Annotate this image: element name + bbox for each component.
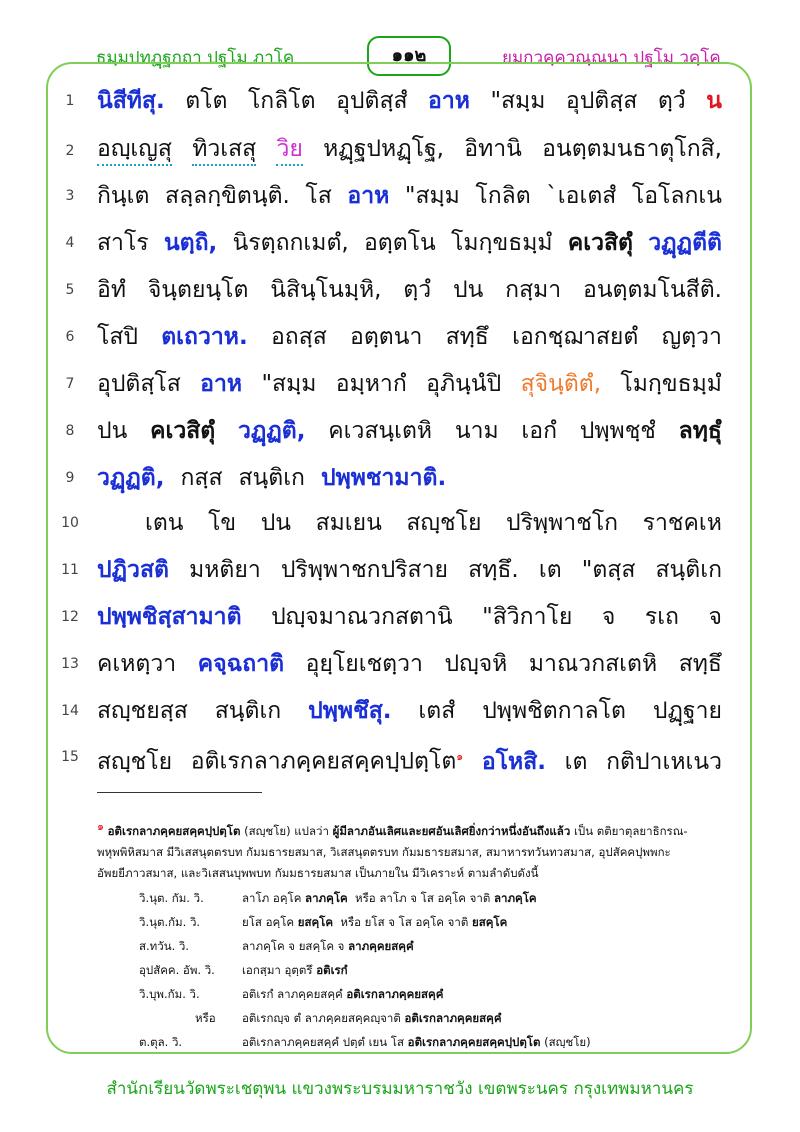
word: อาห xyxy=(200,371,243,397)
analysis-row xyxy=(97,886,717,910)
text-line-3 xyxy=(97,181,722,211)
word: เต xyxy=(538,557,562,583)
footer-institution: สำนักเรียนวัดพระเชตุพน แขวงพระบรมมหาราชวัง เขตพระนคร กรุงเทพมหานคร xyxy=(106,1079,694,1099)
analysis-label: วิ.บุพ.กัม. วิ. xyxy=(139,987,200,1001)
line-number: 10 xyxy=(61,515,79,531)
line-number: 15 xyxy=(61,749,79,765)
word: ตฺวํ xyxy=(657,88,686,114)
word: สทฺธึ xyxy=(445,324,489,350)
text-line-11 xyxy=(97,555,722,585)
text-line-7 xyxy=(97,369,722,399)
text-line-13 xyxy=(97,649,722,679)
line-number: 9 xyxy=(65,470,75,486)
word: เอกํ xyxy=(521,418,558,444)
word: ลทฺธุํ xyxy=(678,418,722,444)
word: ปฏฺฐาย xyxy=(652,698,722,724)
word: กสฺส xyxy=(180,465,223,491)
footnote-meaning: ผู้มีลาภอันเลิศและยศอันเลิศยิ่งกว่าหนึ่งอันถึงแล้ว xyxy=(332,823,571,838)
header-right-title: ยมกวคฺควณฺณนา ปฐโม วคฺโค xyxy=(502,48,721,68)
word: เต xyxy=(564,748,588,775)
footnote xyxy=(97,816,717,884)
word: เอกชฺฌาสยตํ xyxy=(512,324,639,350)
word: อตฺตนา xyxy=(350,324,423,350)
word: "สมฺม xyxy=(490,88,546,114)
word: อโหสิ. xyxy=(481,748,546,775)
word: มาณวกสเตหิ xyxy=(528,651,658,677)
analysis-text: ยโส อคฺโค ยสคฺโค หรือ ยโส จ โส อคฺโค จาติ ยสคฺโค xyxy=(242,915,508,929)
footnote-mark: ๑ xyxy=(97,820,104,833)
word: คเหตฺวา xyxy=(97,651,177,677)
word: จ xyxy=(601,604,616,630)
word: จินฺตยนฺโต xyxy=(147,277,249,303)
word: วฏฺฏตีติ xyxy=(648,230,722,256)
word-text: อติเรกลาภคฺคยสคฺคปฺปตฺโต xyxy=(190,748,457,775)
analysis-label: วิ.นุต. กัม. วิ. xyxy=(139,891,204,905)
word: วฏฺฏติ, xyxy=(97,465,165,491)
word: ปพฺพชามาติ. xyxy=(320,465,447,491)
word: อิทํ xyxy=(97,277,126,303)
word: หฏฺฐปหฏฺโฐ, xyxy=(323,136,444,162)
word: `เอเตสํ xyxy=(546,183,617,209)
word: มหติยา xyxy=(189,557,261,583)
word: "สิวิกาโย xyxy=(482,604,573,630)
analysis-text: อติเรกํ ลาภคฺคยสคฺคํ อติเรกลาภคฺคยสคฺคํ xyxy=(242,987,444,1001)
text-line-1 xyxy=(97,86,722,116)
word: สทฺธึ xyxy=(678,651,722,677)
text-line-15 xyxy=(97,742,722,777)
line-number: 6 xyxy=(65,329,75,345)
word: คเวสนฺเตหิ xyxy=(328,418,433,444)
word: ปพฺพชฺชํ xyxy=(579,418,656,444)
text-line-4 xyxy=(97,228,722,258)
word: สญฺชยสฺส xyxy=(97,698,188,724)
word: อนตฺตมโนสีติ. xyxy=(583,277,722,303)
analysis-label: ต.ตุล. วิ. xyxy=(139,1035,183,1049)
word: สุจินฺติตํ, xyxy=(520,371,602,397)
word: กติปาเหเนว xyxy=(606,748,722,775)
word: เตสํ xyxy=(418,698,456,724)
word: สลฺลกฺขิตนฺติ. xyxy=(165,183,290,209)
analysis-label: หรือ xyxy=(195,1011,216,1025)
word: สาโร xyxy=(97,230,149,256)
word: คจฺฉถาติ xyxy=(197,651,285,677)
line-number: 2 xyxy=(65,143,75,159)
line-number: 1 xyxy=(65,93,75,109)
word: ปญฺจหิ xyxy=(444,651,508,677)
line-number: 7 xyxy=(65,376,75,392)
word: ปญฺจมาณวกสตานิ xyxy=(271,604,453,630)
header-left-title: ธมฺมปทฏฺฐกถา ปฐโม ภาโค xyxy=(96,48,295,68)
word: สทฺธึ. xyxy=(468,557,519,583)
word: ญตฺวา xyxy=(661,324,722,350)
word: "สมฺม xyxy=(261,371,317,397)
word: นาม xyxy=(454,418,499,444)
word: โข xyxy=(208,510,237,536)
text-line-2 xyxy=(97,134,722,166)
word: น xyxy=(706,88,722,114)
analysis-text: เอกสฺมา อุตฺตรึ อติเรกํ xyxy=(242,963,348,977)
word: อาห xyxy=(428,88,470,114)
analysis-text: ลาโภ อคฺโค ลาภคฺโค หรือ ลาโภ จ โส อคฺโค จาติ ลาภคฺโค xyxy=(242,891,537,905)
word: ตเถวาห. xyxy=(161,324,248,350)
word: อมฺหากํ xyxy=(335,371,407,397)
word: อิทานิ xyxy=(464,136,522,162)
word: ทิวเสสุ xyxy=(192,134,256,166)
analysis-text: อติเรกลาภคฺคยสคฺคํ ปตฺตํ เยน โส อติเรกลาภคฺคยสคฺคปฺปตฺโต (สญฺชโย) xyxy=(242,1035,591,1049)
analysis-row xyxy=(97,910,717,934)
word: นิสินฺโนมฺหิ, xyxy=(270,277,382,303)
word: ราชคเห xyxy=(642,510,722,536)
analysis-text: ลาภคฺโค จ ยสคฺโค จ ลาภคฺคยสคฺคํ xyxy=(242,939,414,953)
text-line-9 xyxy=(97,463,446,493)
word: อญฺเญสุ xyxy=(97,134,172,166)
word: โสปิ xyxy=(97,324,138,350)
word: ปพฺพชิตกาลโต xyxy=(482,698,626,724)
word: โมกฺขธมฺมํ xyxy=(451,230,553,256)
word: สญฺชโย xyxy=(97,748,173,775)
text-line-12 xyxy=(97,602,722,632)
word: นตฺถิ, xyxy=(163,230,218,256)
word: ปพฺพชิสฺสามาติ xyxy=(97,604,242,630)
line-number: 12 xyxy=(61,609,79,625)
footnote-paren: (สญฺชโย) xyxy=(244,823,291,838)
word: นิรตฺถกเมตํ, xyxy=(232,230,349,256)
word: โกลิต xyxy=(475,183,531,209)
line-number: 4 xyxy=(65,235,75,251)
analysis-table xyxy=(97,886,717,1054)
word: กสฺมา xyxy=(505,277,562,303)
word: เตน xyxy=(145,510,184,536)
word: ตฺวํ xyxy=(403,277,432,303)
analysis-row xyxy=(97,1030,717,1054)
word: อุภินฺนํปิ xyxy=(426,371,502,397)
footnote-line-3: อัพยยีภาวสมาส, และวิเสสนบุพพบท กัมมธารยสมาส เป็นภายใน มีวิเคราะห์ ตามลำดับดังนี้ xyxy=(97,865,539,880)
word: รเถ xyxy=(644,604,679,630)
word: สนฺติเก xyxy=(214,698,282,724)
text-line-8 xyxy=(97,416,722,446)
word: อุปติสฺสํ xyxy=(336,88,408,114)
word: อตฺตโน xyxy=(363,230,436,256)
analysis-label: อุปสัคค. อัพ. วิ. xyxy=(139,963,215,977)
word: วฏฺฏติ, xyxy=(237,418,306,444)
word: วิย xyxy=(276,134,302,166)
footnote-term: อติเรกลาภคฺคยสคฺคปฺปตฺโต xyxy=(107,823,241,838)
word: นิสีทีสุ. xyxy=(97,88,165,114)
footnote-marker[interactable]: ๑ xyxy=(456,750,464,763)
word: โมกฺขธมฺมํ xyxy=(620,371,722,397)
text-line-6 xyxy=(97,322,722,352)
text-line-5 xyxy=(97,275,722,305)
word: ปน xyxy=(260,510,292,536)
word: โกลิโต xyxy=(247,88,316,114)
line-number: 11 xyxy=(61,562,79,578)
analysis-row xyxy=(97,982,717,1006)
word: อุปติสฺโส xyxy=(97,371,181,397)
analysis-row xyxy=(97,1006,717,1030)
word: สมเยน xyxy=(315,510,382,536)
word: อุปติสฺส xyxy=(565,88,638,114)
word: คเวสิตุํ xyxy=(150,418,216,444)
analysis-row xyxy=(97,958,717,982)
line-number: 8 xyxy=(65,423,75,439)
page-number: ๑๑๒ xyxy=(367,36,451,76)
line-number: 3 xyxy=(65,188,75,204)
word: กินฺเต xyxy=(97,183,150,209)
word: อุยฺโยเชตฺวา xyxy=(305,651,423,677)
word: สนฺติเก xyxy=(655,557,722,583)
analysis-label: ส.ทวัน. วิ. xyxy=(139,939,189,953)
line-number: 13 xyxy=(61,656,79,672)
word: อนตฺตมนธาตุโกสิ, xyxy=(542,136,722,162)
word: คเวสิตุํ xyxy=(567,230,633,256)
word: ปริพฺพาชกปริสาย xyxy=(280,557,448,583)
analysis-text: อติเรกญฺจ ตํ ลาภคฺคยสคฺคญฺจาติ อติเรกลาภคฺคยสคฺคํ xyxy=(242,1011,502,1025)
text-line-14 xyxy=(97,696,722,726)
word: อาห xyxy=(347,183,390,209)
footnote-meaning-pre: แปลว่า xyxy=(294,823,329,838)
word: ปพฺพชึสุ. xyxy=(308,698,392,724)
word: อถสฺส xyxy=(270,324,327,350)
analysis-row xyxy=(97,934,717,958)
line-number: 5 xyxy=(65,282,75,298)
word: สนฺติเก xyxy=(238,465,305,491)
word: "สมฺม xyxy=(404,183,460,209)
footnote-line-1 xyxy=(97,816,717,842)
word: ปฏิวสติ xyxy=(97,557,169,583)
footnote-divider xyxy=(97,792,262,793)
footnote-desc: เป็น ตติยาตุลยาธิกรณ- xyxy=(573,823,688,838)
word: ปริพฺพาชโก xyxy=(506,510,619,536)
text-line-10 xyxy=(145,508,722,538)
word xyxy=(191,742,464,777)
word: จ xyxy=(708,604,722,630)
footnote-line-2: พหุพพิหิสมาส มีวิเสสนุตตรบท กัมมธารยสมาส, วิเสสนุตตรบท กัมมธารยสมาส, สมาหารทวันทวสมาส, อุปสัคคปุพพกะ xyxy=(97,844,671,859)
word: ปน xyxy=(452,277,484,303)
word: โส xyxy=(305,183,332,209)
word: "ตสฺส xyxy=(581,557,636,583)
word: ปน xyxy=(97,418,128,444)
word: ตโต xyxy=(185,88,228,114)
word: สญฺชโย xyxy=(406,510,482,536)
analysis-label: วิ.นุต.กัม. วิ. xyxy=(139,915,201,929)
word: โอโลกเน xyxy=(631,183,722,209)
line-number: 14 xyxy=(61,703,79,719)
